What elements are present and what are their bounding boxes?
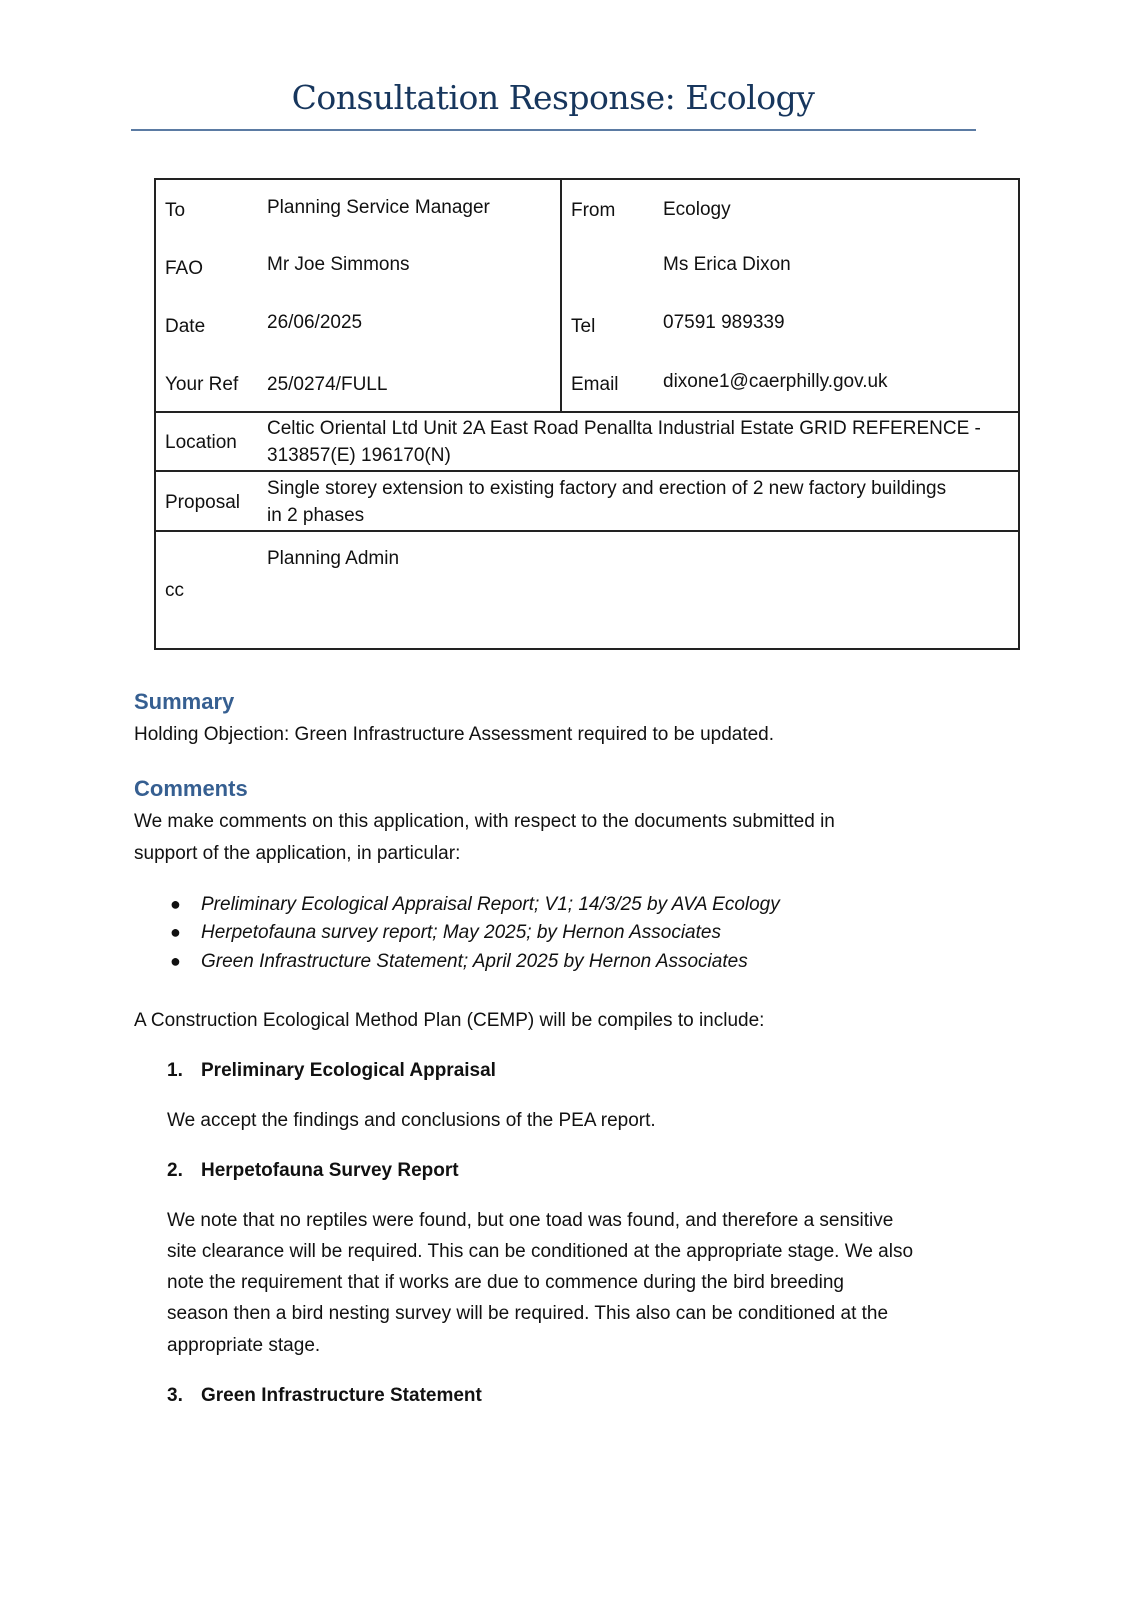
item-text: season then a bird nesting survey will be required. This also can be conditioned at the [167, 1303, 889, 1324]
proposal-line-2: in 2 phases [267, 505, 365, 526]
proposal-line-1: Single storey extension to existing factory and erection of 2 new factory buildings [267, 478, 947, 499]
item-text: appropriate stage. [167, 1335, 321, 1356]
cc-value: Planning Admin [267, 548, 400, 569]
ref-value: 25/0274/FULL [267, 374, 388, 395]
fao-value: Mr Joe Simmons [267, 254, 410, 275]
document-item: Green Infrastructure Statement; April 2025 by Hernon Associates [201, 951, 748, 972]
location-line-2: 313857(E) 196170(N) [267, 445, 451, 466]
item-number: 3. [167, 1385, 183, 1406]
row-divider [156, 530, 1018, 532]
item-title: Green Infrastructure Statement [201, 1385, 482, 1406]
comments-heading: Comments [134, 776, 248, 801]
bullet-icon: ● [170, 894, 181, 914]
tel-value: 07591 989339 [663, 312, 785, 333]
location-line-1: Celtic Oriental Ltd Unit 2A East Road Penallta Industrial Estate GRID REFERENCE - [267, 418, 981, 439]
tel-label: Tel [571, 316, 596, 337]
fao-label: FAO [165, 258, 204, 279]
date-value: 26/06/2025 [267, 312, 363, 333]
email-value: dixone1@caerphilly.gov.uk [663, 371, 888, 392]
row-divider [156, 411, 1018, 413]
document-item: Herpetofauna survey report; May 2025; by Hernon Associates [201, 922, 721, 943]
cemp-text: A Construction Ecological Method Plan (CEMP) will be compiles to include: [134, 1010, 765, 1031]
ref-label: Your Ref [165, 374, 239, 395]
summary-text: Holding Objection: Green Infrastructure Assessment required to be updated. [134, 724, 775, 745]
item-title: Herpetofauna Survey Report [201, 1160, 459, 1181]
email-label: Email [571, 374, 619, 395]
bullet-icon: ● [170, 951, 181, 971]
comments-intro-2: support of the application, in particular: [134, 843, 461, 864]
proposal-label: Proposal [165, 492, 240, 513]
item-text: We accept the findings and conclusions of the PEA report. [167, 1110, 656, 1131]
from-label: From [571, 200, 616, 221]
date-label: Date [165, 316, 206, 337]
comments-intro-1: We make comments on this application, with respect to the documents submitted in [134, 811, 835, 832]
bullet-icon: ● [170, 922, 181, 942]
item-text: We note that no reptiles were found, but one toad was found, and therefore a sensitive [167, 1210, 894, 1231]
cc-label: cc [165, 580, 184, 601]
item-text: site clearance will be required. This can be conditioned at the appropriate stage. We also [167, 1241, 914, 1262]
column-divider [560, 180, 562, 413]
to-value: Planning Service Manager [267, 197, 490, 218]
item-number: 2. [167, 1160, 183, 1181]
document-item: Preliminary Ecological Appraisal Report; V1; 14/3/25 by AVA Ecology [201, 894, 780, 915]
header-table [154, 178, 1020, 650]
item-title: Preliminary Ecological Appraisal [201, 1060, 496, 1081]
to-label: To [165, 200, 186, 221]
title-divider [131, 129, 976, 131]
row-divider [156, 470, 1018, 472]
from-name: Ms Erica Dixon [663, 254, 791, 275]
item-text: note the requirement that if works are due to commence during the bird breeding [167, 1272, 844, 1293]
location-label: Location [165, 432, 237, 453]
from-value: Ecology [663, 199, 731, 220]
page-title: Consultation Response: Ecology [291, 78, 815, 117]
summary-heading: Summary [134, 689, 235, 714]
item-number: 1. [167, 1060, 183, 1081]
